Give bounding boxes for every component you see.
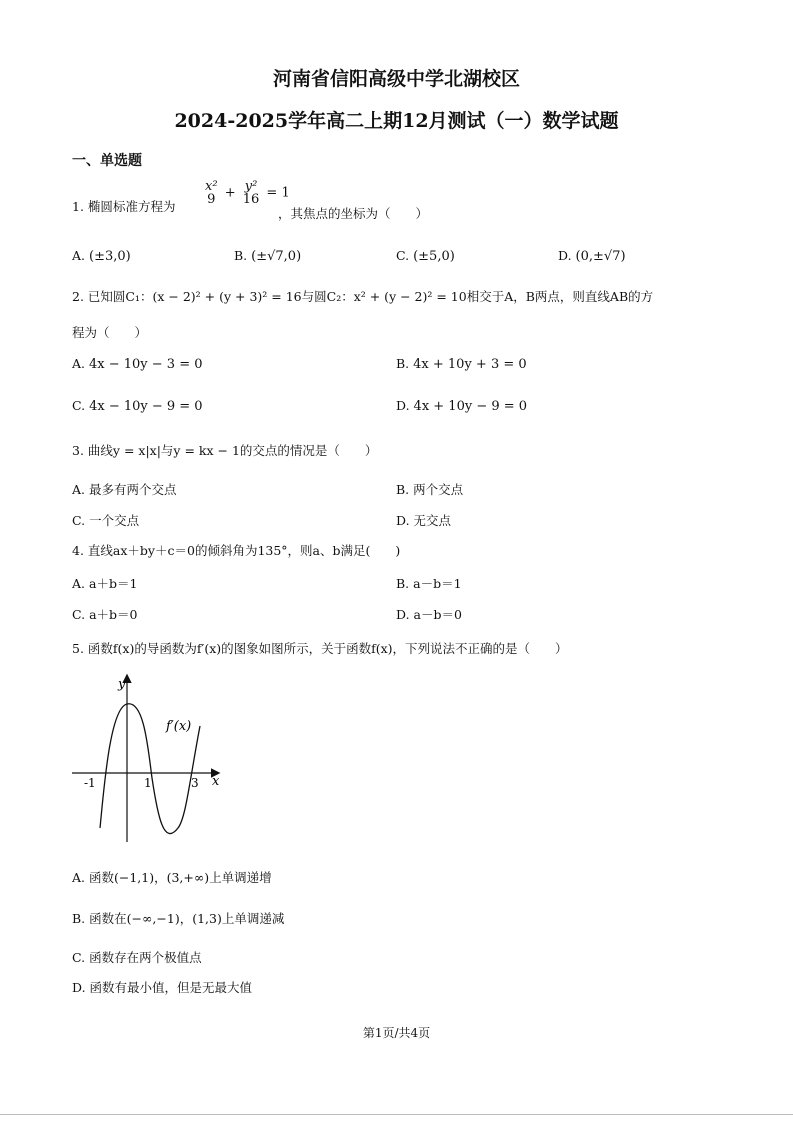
curve-label: f′(x) (166, 719, 192, 734)
question-1 (72, 198, 175, 216)
q4-option-d[interactable]: D. a－b＝0 (396, 607, 462, 622)
q2-option-c[interactable]: C. 4x − 10y − 9 = 0 (72, 398, 203, 414)
q5-option-c[interactable]: C. 函数存在两个极值点 (72, 950, 202, 965)
question-number: 5. (72, 641, 84, 656)
question-text: 直线ax＋by＋c＝0的倾斜角为135°，则a、b满足( ) (87, 543, 401, 558)
exam-title-test: 2024-2025学年高二上期12月测试（一）数学试题 (174, 110, 619, 132)
ellipse-equation: x² 9 + y² 16 = 1 (205, 179, 290, 207)
q5-option-d[interactable]: D. 函数有最小值，但是无最大值 (72, 980, 253, 995)
page-footer: 第1页/共4页 (362, 1026, 431, 1040)
tick-label-3: 3 (191, 776, 199, 790)
q5-option-a[interactable]: A. 函数(−1,1)，(3,+∞)上单调递增 (72, 870, 272, 885)
q1-option-d[interactable]: D. (0,±√7) (558, 248, 626, 264)
q2-option-b[interactable]: B. 4x + 10y + 3 = 0 (396, 356, 527, 372)
q4-option-b[interactable]: B. a－b＝1 (396, 576, 462, 591)
question-number: 2. (72, 289, 84, 304)
y-axis-label: y (118, 677, 126, 692)
tick-label-1: 1 (144, 776, 152, 790)
question-text: 函数f(x)的导函数为f′(x)的图象如图所示，关于函数f(x)，下列说法不正确的是（ ） (87, 641, 568, 656)
fraction-y: y² 16 (242, 179, 260, 207)
question-number: 1. (72, 199, 84, 214)
question-text: 标准方程为 (112, 199, 176, 214)
question-text: ，其焦点的坐标为（ ） (278, 206, 429, 221)
question-5 (72, 640, 568, 658)
q3-option-a[interactable]: A. 最多有两个交点 (72, 482, 177, 497)
q5-option-b[interactable]: B. 函数在(−∞,−1)，(1,3)上单调递减 (72, 911, 285, 926)
q2-option-d[interactable]: D. 4x + 10y − 9 = 0 (396, 398, 528, 414)
q2-option-a[interactable]: A. 4x − 10y − 3 = 0 (72, 356, 203, 372)
q1-option-a[interactable]: A. (±3,0) (72, 248, 131, 264)
q1-option-c[interactable]: C. (±5,0) (396, 248, 455, 264)
q3-option-b[interactable]: B. 两个交点 (396, 482, 464, 497)
question-2 (72, 288, 653, 306)
q3-option-d[interactable]: D. 无交点 (396, 513, 452, 528)
question-number: 4. (72, 543, 84, 558)
question-text: 曲线y = x|x|与y = kx − 1的交点的情况是（ ） (87, 443, 378, 458)
q1-option-b[interactable]: B. (±√7,0) (234, 248, 302, 264)
question-text: 已知圆C₁：(x − 2)² + (y + 3)² = 16与圆C₂：x² + (y − 2)² = 10相交于A，B两点，则直线AB的方 (87, 289, 654, 304)
q4-option-a[interactable]: A. a＋b＝1 (72, 576, 138, 591)
derivative-graph (66, 668, 230, 848)
section-heading: 一、单选题 (72, 153, 142, 169)
q3-option-c[interactable]: C. 一个交点 (72, 513, 140, 528)
exam-title-school: 河南省信阳高级中学北湖校区 (272, 68, 520, 90)
question-3 (72, 442, 377, 460)
question-text: 椭圆 (87, 199, 113, 214)
question-text: 程为（ ） (72, 325, 148, 340)
tick-label-neg1: -1 (84, 776, 96, 790)
fraction-x: x² 9 (205, 179, 218, 207)
bottom-divider (0, 1114, 793, 1115)
q4-option-c[interactable]: C. a＋b＝0 (72, 607, 138, 622)
question-number: 3. (72, 443, 84, 458)
x-axis-label: x (212, 774, 220, 789)
question-4 (72, 542, 400, 560)
